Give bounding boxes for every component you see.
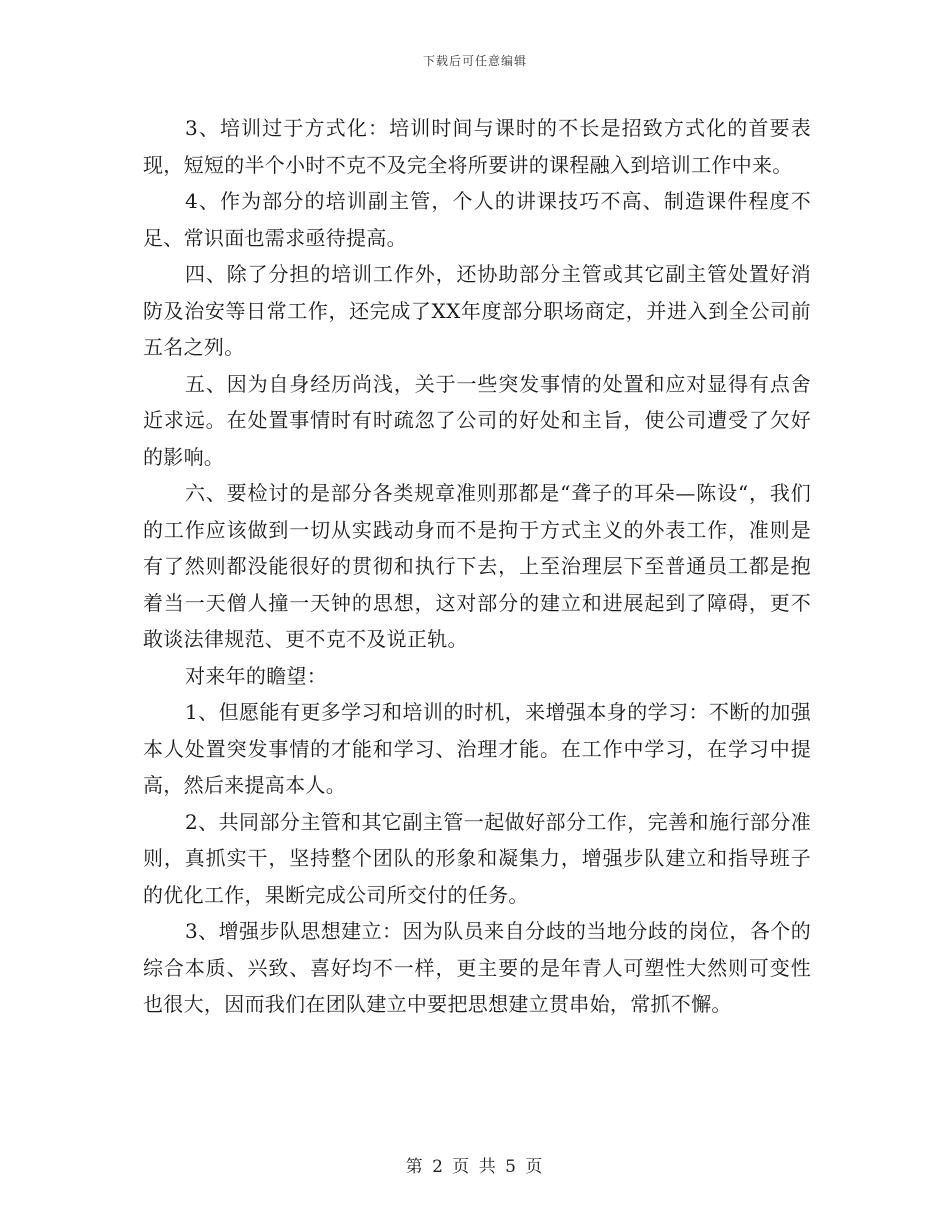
page-number-footer: 第 2 页 共 5 页 xyxy=(405,1157,545,1177)
paragraph-outlook-one: 1、但愿能有更多学习和培训的时机，来增强本身的学习：不断的加强本人处置突发事情的才能和学习、治理才能。在工作中学习，在学习中提高，然后来提高本人。 xyxy=(143,700,811,797)
page-header: 下载后可任意编辑 xyxy=(422,54,527,68)
paragraph-training-formalized: 3、培训过于方式化：培训时间与课时的不长是招致方式化的首要表现，短短的半个小时不克不及完全将所要讲的课程融入到培训工作中来。 xyxy=(143,116,811,177)
paragraph-section-four: 四、除了分担的培训工作外，还协助部分主管或其它副主管处置好消防及治安等日常工作，还完成了XX年度部分职场商定，并进入到全公司前五名之列。 xyxy=(143,262,811,359)
paragraph-outlook-three: 3、增强步队思想建立：因为队员来自分歧的当地分歧的岗位，各个的综合本质、兴致、喜好均不一样，更主要的是年青人可塑性大然则可变性也很大，因而我们在团队建立中要把思想建立贯串始，常抓不懈。 xyxy=(143,919,811,1016)
paragraph-outlook-two: 2、共同部分主管和其它副主管一起做好部分工作，完善和施行部分准则，真抓实干，坚持整个团队的形象和凝集力，增强步队建立和指导班子的优化工作，果断完成公司所交付的任务。 xyxy=(143,809,811,907)
paragraph-section-five: 五、因为自身经历尚浅，关于一些突发事情的处置和应对显得有点舍近求远。在处置事情时有时疏忽了公司的好处和主旨，使公司遭受了欠好的影响。 xyxy=(143,371,811,469)
paragraph-outlook-heading: 对来年的瞻望： xyxy=(185,663,328,688)
paragraph-section-six: 六、要检讨的是部分各类规章准则那都是“聋子的耳朵—陈设“，我们的工作应该做到一切从实践动身而不是拘于方式主义的外表工作，准则是有了然则都没能很好的贯彻和执行下去，上至治理层下至普通员工都是抱着当一天僧人撞一天钟的思想，这对部分的建立和进展起到了障碍，更不敢谈法律规范、更不克不及说正轨。 xyxy=(143,481,811,651)
paragraph-teaching-skills: 4、作为部分的培训副主管，个人的讲课技巧不高、制造课件程度不足、常识面也需求亟待提高。 xyxy=(143,189,811,250)
document-body xyxy=(143,110,811,1023)
